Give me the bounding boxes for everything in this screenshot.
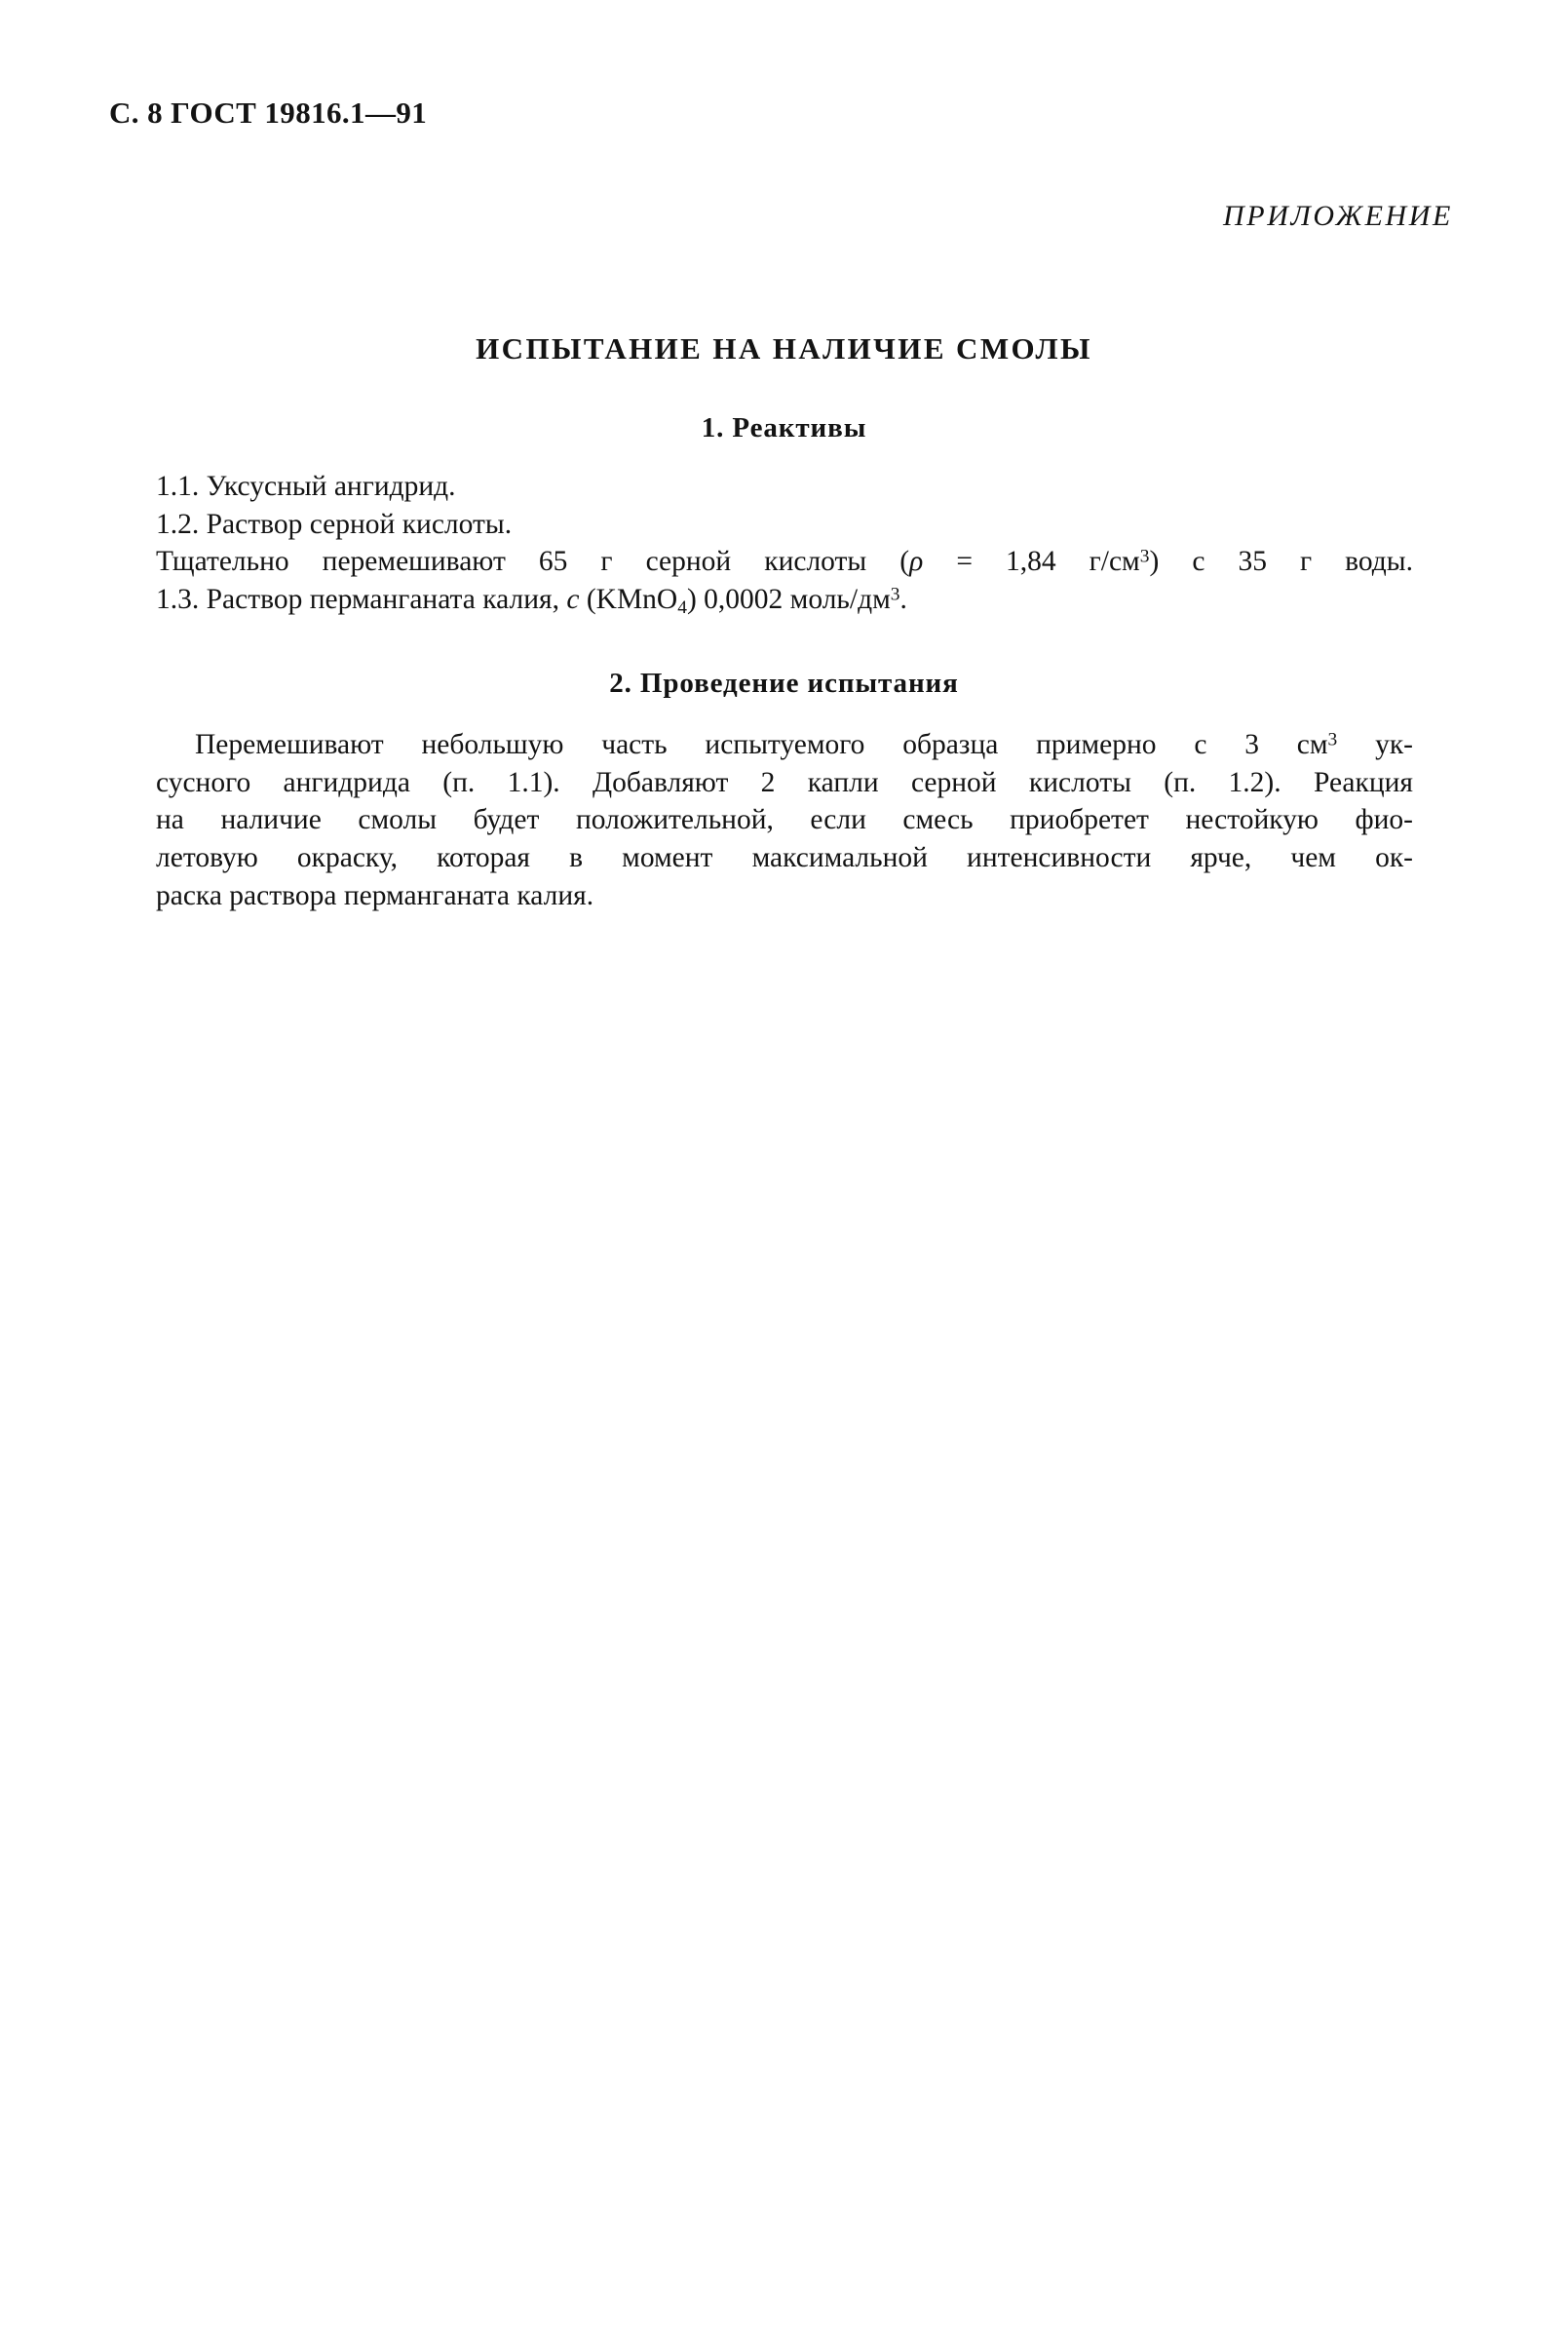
page-title: ИСПЫТАНИЕ НА НАЛИЧИЕ СМОЛЫ [476, 331, 1092, 366]
reagent-item-1-3-superscript: 3 [890, 584, 900, 605]
procedure-line-3: на наличие смолы будет положительной, если смесь приобретет нестойкую фио- [156, 804, 1413, 836]
procedure-line-1 [156, 726, 1413, 764]
procedure-line-5: раска раствора перманганата калия. [156, 879, 594, 911]
reagent-item-1-3 [156, 581, 1413, 620]
section-body-procedure [156, 726, 1413, 914]
section-body-reagents [156, 468, 1413, 620]
procedure-line-4: летовую окраску, которая в момент максимальной интенсивности ярче, чем ок- [156, 841, 1413, 873]
procedure-line-1-part-a: Перемешивают небольшую часть испытуемого образца примерно с 3 см [195, 729, 1328, 760]
procedure-line-2: сусного ангидрида (п. 1.1). Добавляют 2 капли серной кислоты (п. 1.2). Реакция [156, 766, 1413, 798]
mixing-note-part-a: Тщательно перемешивают 65 г серной кислоты ( [156, 546, 910, 578]
reagent-item-1-3-end: . [899, 583, 907, 615]
reagent-item-1-3-part-c: ) 0,0002 моль/дм [686, 583, 891, 615]
section-heading-procedure: 2. Проведение испытания [609, 668, 959, 699]
reagent-item-1-3-part-a: 1.3. Раствор перманганата калия, [156, 583, 567, 615]
section-heading-reagents: 1. Реактивы [701, 412, 867, 443]
density-symbol: ρ [909, 546, 924, 578]
mixing-note-superscript: 3 [1139, 546, 1150, 567]
mixing-note-part-b: = 1,84 г/см [923, 546, 1140, 578]
reagent-item-1-1 [156, 468, 1413, 506]
reagent-item-1-1-text: 1.1. Уксусный ангидрид. [156, 471, 456, 502]
procedure-line-1-part-b: ук- [1337, 729, 1413, 760]
formula-subscript: 4 [677, 596, 687, 618]
procedure-line-1-superscript: 3 [1327, 729, 1338, 750]
reagent-mixing-note [156, 543, 1413, 581]
reagent-item-1-3-part-b: (KMnO [579, 583, 678, 615]
mixing-note-part-c: ) с 35 г воды. [1149, 546, 1413, 578]
reagent-item-1-2 [156, 506, 1413, 544]
reagent-item-1-2-text: 1.2. Раствор серной кислоты. [156, 508, 513, 540]
page-header: С. 8 ГОСТ 19816.1—91 [109, 96, 428, 130]
concentration-symbol: с [566, 583, 580, 615]
appendix-label: ПРИЛОЖЕНИЕ [1223, 200, 1453, 232]
